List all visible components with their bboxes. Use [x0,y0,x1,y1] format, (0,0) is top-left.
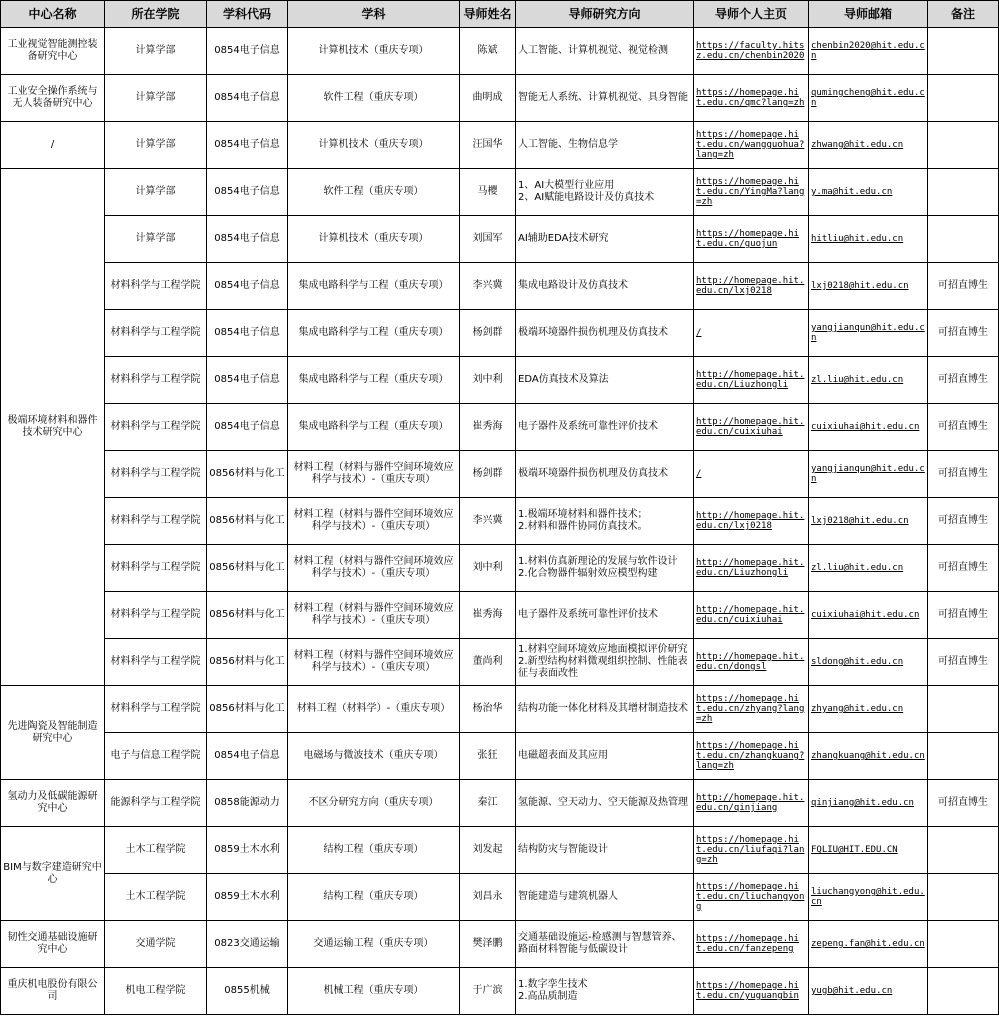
homepage-link[interactable]: https://homepage.hit.edu.cn/zhyang?lang=zh [694,686,809,733]
center-name-cell: 韧性交通基础设施研究中心 [1,921,105,968]
homepage-link[interactable]: https://homepage.hit.edu.cn/liuchangyong [694,874,809,921]
discipline-code-cell: 0856材料与化工 [207,545,288,592]
discipline-cell: 材料工程（材料与器件空间环境效应科学与技术）-（重庆专项） [288,592,460,639]
note-cell [928,75,999,122]
discipline-code-cell: 0856材料与化工 [207,498,288,545]
research-direction-cell: 极端环境器件损伤机理及仿真技术 [516,310,694,357]
note-cell: 可招直博生 [928,592,999,639]
advisor-name-cell: 马樱 [460,169,516,216]
note-cell [928,686,999,733]
table-row [1,968,999,1015]
advisor-name-cell: 刘中利 [460,357,516,404]
email-link[interactable]: sldong@hit.edu.cn [809,639,928,686]
email-link[interactable]: zepeng.fan@hit.edu.cn [809,921,928,968]
discipline-code-cell: 0856材料与化工 [207,592,288,639]
homepage-link[interactable]: https://homepage.hit.edu.cn/fanzepeng [694,921,809,968]
discipline-cell: 材料工程（材料与器件空间环境效应科学与技术）-（重庆专项） [288,639,460,686]
table-row [1,592,999,639]
discipline-code-cell: 0854电子信息 [207,75,288,122]
research-direction-cell: 结构功能一体化材料及其增材制造技术 [516,686,694,733]
school-cell: 材料科学与工程学院 [105,545,207,592]
note-cell: 可招直博生 [928,639,999,686]
center-name-cell: 先进陶瓷及智能制造研究中心 [1,686,105,780]
discipline-cell: 集成电路科学与工程（重庆专项） [288,310,460,357]
research-direction-cell: 集成电路设计及仿真技术 [516,263,694,310]
homepage-link[interactable]: / [694,451,809,498]
table-row [1,827,999,874]
advisor-name-cell: 刘发起 [460,827,516,874]
header-school: 所在学院 [105,1,207,28]
table-row [1,28,999,75]
email-link[interactable]: hitliu@hit.edu.cn [809,216,928,263]
discipline-cell: 集成电路科学与工程（重庆专项） [288,357,460,404]
advisor-name-cell: 于广滨 [460,968,516,1015]
advisor-name-cell: 李兴冀 [460,263,516,310]
discipline-cell: 结构工程（重庆专项） [288,874,460,921]
discipline-code-cell: 0858能源动力 [207,780,288,827]
school-cell: 材料科学与工程学院 [105,263,207,310]
email-link[interactable]: zhyang@hit.edu.cn [809,686,928,733]
header-research-direction: 导师研究方向 [516,1,694,28]
advisor-name-cell: 杨治华 [460,686,516,733]
homepage-link[interactable]: https://homepage.hit.edu.cn/yuguangbin [694,968,809,1015]
homepage-link[interactable]: http://homepage.hit.edu.cn/cuixiuhai [694,404,809,451]
center-name-cell: 工业安全操作系统与无人装备研究中心 [1,75,105,122]
school-cell: 交通学院 [105,921,207,968]
email-link[interactable]: qinjiang@hit.edu.cn [809,780,928,827]
header-email: 导师邮箱 [809,1,928,28]
center-name-cell: 重庆机电股份有限公司 [1,968,105,1015]
homepage-link[interactable]: https://homepage.hit.edu.cn/qmc?lang=zh [694,75,809,122]
email-link[interactable]: cuixiuhai@hit.edu.cn [809,404,928,451]
research-direction-cell: 人工智能、生物信息学 [516,122,694,169]
note-cell: 可招直博生 [928,357,999,404]
table-row [1,639,999,686]
discipline-cell: 计算机技术（重庆专项） [288,216,460,263]
discipline-code-cell: 0856材料与化工 [207,639,288,686]
note-cell [928,827,999,874]
advisor-name-cell: 崔秀海 [460,404,516,451]
discipline-code-cell: 0856材料与化工 [207,686,288,733]
discipline-cell: 材料工程（材料与器件空间环境效应科学与技术）-（重庆专项） [288,545,460,592]
advisor-name-cell: 樊泽鹏 [460,921,516,968]
homepage-link[interactable]: http://homepage.hit.edu.cn/Liuzhongli [694,357,809,404]
school-cell: 材料科学与工程学院 [105,451,207,498]
discipline-cell: 计算机技术（重庆专项） [288,122,460,169]
table-row [1,686,999,733]
note-cell [928,874,999,921]
email-link[interactable]: yangjianqun@hit.edu.cn [809,451,928,498]
school-cell: 机电工程学院 [105,968,207,1015]
advisor-name-cell: 崔秀海 [460,592,516,639]
email-link[interactable]: liuchangyong@hit.edu.cn [809,874,928,921]
note-cell: 可招直博生 [928,451,999,498]
homepage-link[interactable]: https://homepage.hit.edu.cn/wangguohua?lang=zh [694,122,809,169]
school-cell: 能源科学与工程学院 [105,780,207,827]
table-row [1,169,999,216]
discipline-cell: 不区分研究方向（重庆专项） [288,780,460,827]
note-cell [928,28,999,75]
discipline-code-cell: 0854电子信息 [207,357,288,404]
discipline-cell: 电磁场与微波技术（重庆专项） [288,733,460,780]
email-link[interactable]: qumingcheng@hit.edu.cn [809,75,928,122]
discipline-cell: 材料工程（材料学）-（重庆专项） [288,686,460,733]
table-row [1,780,999,827]
center-name-cell: 氢动力及低碳能源研究中心 [1,780,105,827]
note-cell [928,968,999,1015]
school-cell: 材料科学与工程学院 [105,310,207,357]
school-cell: 土木工程学院 [105,827,207,874]
advisor-name-cell: 李兴冀 [460,498,516,545]
discipline-cell: 材料工程（材料与器件空间环境效应科学与技术）-（重庆专项） [288,498,460,545]
homepage-link[interactable]: https://homepage.hit.edu.cn/YingMa?lang=zh [694,169,809,216]
email-link[interactable]: cuixiuhai@hit.edu.cn [809,592,928,639]
advisor-name-cell: 刘中利 [460,545,516,592]
research-direction-cell: 1.极端环境材料和器件技术； 2.材料和器件协同仿真技术。 [516,498,694,545]
header-center: 中心名称 [1,1,105,28]
email-link[interactable]: zl.liu@hit.edu.cn [809,357,928,404]
note-cell [928,169,999,216]
school-cell: 材料科学与工程学院 [105,639,207,686]
center-name-cell: / [1,122,105,169]
discipline-code-cell: 0854电子信息 [207,216,288,263]
advisor-name-cell: 张狂 [460,733,516,780]
header-discipline: 学科 [288,1,460,28]
header-code: 学科代码 [207,1,288,28]
center-name-cell: BIM与数字建造研究中心 [1,827,105,921]
advisor-name-cell: 陈斌 [460,28,516,75]
note-cell [928,733,999,780]
discipline-code-cell: 0855机械 [207,968,288,1015]
discipline-cell: 材料工程（材料与器件空间环境效应科学与技术）-（重庆专项） [288,451,460,498]
research-direction-cell: EDA仿真技术及算法 [516,357,694,404]
discipline-cell: 集成电路科学与工程（重庆专项） [288,263,460,310]
email-link[interactable]: chenbin2020@hit.edu.cn [809,28,928,75]
research-direction-cell: 交通基础设施运-检感测与智慧管养、路面材料智能与低碳设计 [516,921,694,968]
table-row [1,733,999,780]
discipline-code-cell: 0854电子信息 [207,310,288,357]
header-homepage: 导师个人主页 [694,1,809,28]
school-cell: 材料科学与工程学院 [105,498,207,545]
note-cell: 可招直博生 [928,404,999,451]
discipline-code-cell: 0854电子信息 [207,169,288,216]
homepage-link[interactable]: http://homepage.hit.edu.cn/lxj0218 [694,498,809,545]
email-link[interactable]: lxj0218@hit.edu.cn [809,263,928,310]
table-row [1,75,999,122]
discipline-code-cell: 0854电子信息 [207,733,288,780]
research-direction-cell: 电子器件及系统可靠性评价技术 [516,592,694,639]
discipline-code-cell: 0856材料与化工 [207,451,288,498]
homepage-link[interactable]: http://homepage.hit.edu.cn/Liuzhongli [694,545,809,592]
table-row [1,921,999,968]
school-cell: 材料科学与工程学院 [105,404,207,451]
discipline-cell: 软件工程（重庆专项） [288,169,460,216]
research-direction-cell: 电磁超表面及其应用 [516,733,694,780]
discipline-cell: 交通运输工程（重庆专项） [288,921,460,968]
header-note: 备注 [928,1,999,28]
research-direction-cell: 1、AI大模型行业应用 2、AI赋能电路设计及仿真技术 [516,169,694,216]
email-link[interactable]: y.ma@hit.edu.cn [809,169,928,216]
homepage-link[interactable]: https://homepage.hit.edu.cn/zhangkuang?lang=zh [694,733,809,780]
email-link[interactable]: zhwang@hit.edu.cn [809,122,928,169]
header-advisor-name: 导师姓名 [460,1,516,28]
note-cell: 可招直博生 [928,498,999,545]
school-cell: 计算学部 [105,122,207,169]
research-direction-cell: 氢能源、空天动力、空天能源及热管理 [516,780,694,827]
homepage-link[interactable]: http://homepage.hit.edu.cn/qinjiang [694,780,809,827]
email-link[interactable]: lxj0218@hit.edu.cn [809,498,928,545]
advisor-name-cell: 汪国华 [460,122,516,169]
center-name-cell: 工业视觉智能测控装备研究中心 [1,28,105,75]
research-direction-cell: 人工智能、计算机视觉、视觉检测 [516,28,694,75]
advisor-name-cell: 刘国军 [460,216,516,263]
research-direction-cell: 智能建造与建筑机器人 [516,874,694,921]
email-link[interactable]: zhangkuang@hit.edu.cn [809,733,928,780]
note-cell: 可招直博生 [928,310,999,357]
advisor-name-cell: 刘昌永 [460,874,516,921]
research-direction-cell: 1.材料空间环境效应地面模拟评价研究 2.新型结构材料微观组织控制、性能表征与表面改性 [516,639,694,686]
homepage-link[interactable]: http://homepage.hit.edu.cn/dongsl [694,639,809,686]
advisor-name-cell: 杨剑群 [460,310,516,357]
discipline-code-cell: 0854电子信息 [207,404,288,451]
discipline-code-cell: 0854电子信息 [207,122,288,169]
table-row [1,122,999,169]
research-direction-cell: 智能无人系统、计算机视觉、具身智能 [516,75,694,122]
table-row [1,357,999,404]
school-cell: 计算学部 [105,169,207,216]
table-row [1,216,999,263]
advisor-name-cell: 董尚利 [460,639,516,686]
school-cell: 土木工程学院 [105,874,207,921]
research-direction-cell: 结构防灾与智能设计 [516,827,694,874]
discipline-cell: 集成电路科学与工程（重庆专项） [288,404,460,451]
advisor-name-cell: 杨剑群 [460,451,516,498]
homepage-link[interactable]: https://homepage.hit.edu.cn/guojun [694,216,809,263]
school-cell: 计算学部 [105,28,207,75]
homepage-link[interactable]: / [694,310,809,357]
discipline-code-cell: 0859土木水利 [207,874,288,921]
research-direction-cell: 电子器件及系统可靠性评价技术 [516,404,694,451]
research-direction-cell: 极端环境器件损伤机理及仿真技术 [516,451,694,498]
note-cell: 可招直博生 [928,545,999,592]
table-row [1,545,999,592]
homepage-link[interactable]: http://homepage.hit.edu.cn/cuixiuhai [694,592,809,639]
email-link[interactable]: yangjianqun@hit.edu.cn [809,310,928,357]
table-row [1,404,999,451]
center-name-cell: 极端环境材料和器件技术研究中心 [1,169,105,686]
school-cell: 材料科学与工程学院 [105,357,207,404]
research-direction-cell: 1.数字孪生技术 2.高品质制造 [516,968,694,1015]
note-cell: 可招直博生 [928,263,999,310]
school-cell: 计算学部 [105,75,207,122]
email-link[interactable]: zl.liu@hit.edu.cn [809,545,928,592]
school-cell: 电子与信息工程学院 [105,733,207,780]
research-direction-cell: AI辅助EDA技术研究 [516,216,694,263]
school-cell: 材料科学与工程学院 [105,686,207,733]
table-row [1,498,999,545]
note-cell [928,921,999,968]
header-row [1,1,999,28]
table-row [1,451,999,498]
discipline-cell: 计算机技术（重庆专项） [288,28,460,75]
discipline-cell: 结构工程（重庆专项） [288,827,460,874]
advisor-name-cell: 曲明成 [460,75,516,122]
table-row [1,263,999,310]
advisor-name-cell: 秦江 [460,780,516,827]
note-cell [928,122,999,169]
school-cell: 材料科学与工程学院 [105,592,207,639]
homepage-link[interactable]: https://homepage.hit.edu.cn/liufaqi?lang=zh [694,827,809,874]
research-direction-cell: 1.材料仿真新理论的发展与软件设计 2.化合物器件辐射效应模型构建 [516,545,694,592]
school-cell: 计算学部 [105,216,207,263]
discipline-code-cell: 0854电子信息 [207,28,288,75]
email-link[interactable]: yugb@hit.edu.cn [809,968,928,1015]
discipline-cell: 软件工程（重庆专项） [288,75,460,122]
homepage-link[interactable]: http://homepage.hit.edu.cn/lxj0218 [694,263,809,310]
discipline-code-cell: 0823交通运输 [207,921,288,968]
table-row [1,310,999,357]
note-cell [928,216,999,263]
discipline-code-cell: 0859土木水利 [207,827,288,874]
discipline-cell: 机械工程（重庆专项） [288,968,460,1015]
note-cell: 可招直博生 [928,780,999,827]
discipline-code-cell: 0854电子信息 [207,263,288,310]
homepage-link[interactable]: https://faculty.hitsz.edu.cn/chenbin2020 [694,28,809,75]
table-row [1,874,999,921]
email-link[interactable]: FQLIU@HIT.EDU.CN [809,827,928,874]
